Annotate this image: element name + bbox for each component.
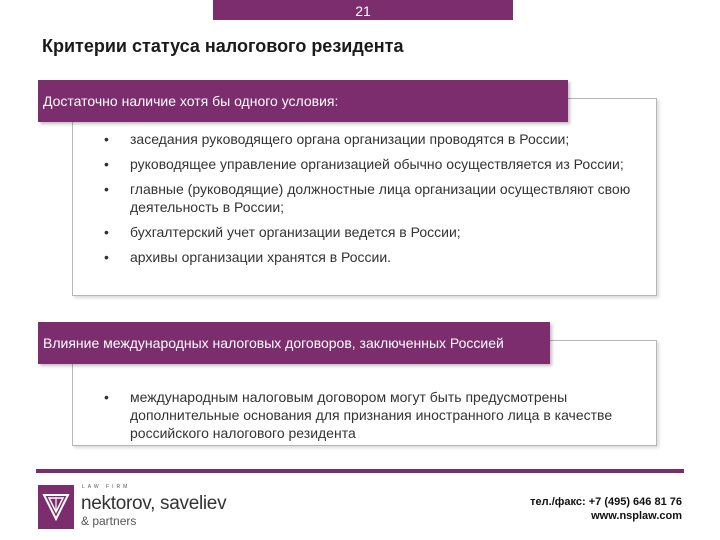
bullet-icon: • — [104, 156, 109, 172]
treaty-header — [38, 322, 550, 364]
footer-divider — [36, 469, 684, 473]
list-item-text: заседания руководящего органа организации проводятся в России; — [130, 131, 570, 147]
bullet-icon: • — [104, 389, 109, 405]
criteria-header-text: Достаточно наличие хотя бы одного условия: — [43, 93, 339, 109]
slide-title: Критерии статуса налогового резидента — [42, 36, 404, 56]
bullet-icon: • — [104, 131, 109, 147]
list-item-text: руководящее управление организацией обычно осуществляется из России; — [130, 156, 624, 172]
list-item — [104, 388, 634, 442]
phone-fax: тел./факс: +7 (495) 646 81 76 — [530, 496, 682, 508]
bullet-icon: • — [104, 181, 109, 197]
page-number: 21 — [213, 0, 513, 20]
list-item-text: международным налоговым договором могут быть предусмотрены дополнительные основания для признания иностранного лица в качестве российского налогового резидента — [130, 389, 613, 441]
bullet-icon: • — [104, 224, 109, 240]
list-item — [104, 223, 652, 241]
list-item — [104, 248, 652, 266]
list-item-text: главные (руководящие) должностные лица организации осуществляют свою деятельность в России; — [130, 181, 631, 215]
criteria-list — [104, 130, 652, 266]
list-item — [104, 155, 652, 173]
treaty-header-text: Влияние международных налоговых договоров, заключенных Россией — [43, 335, 504, 351]
list-item — [104, 130, 652, 148]
list-item — [104, 180, 652, 216]
treaty-list — [104, 388, 634, 442]
criteria-header — [38, 80, 568, 122]
list-item-text: архивы организации хранятся в России. — [130, 249, 392, 265]
list-item-text: бухгалтерский учет организации ведется в России; — [130, 224, 461, 240]
logo-subname: & partners — [81, 514, 137, 528]
bullet-icon: • — [104, 249, 109, 265]
logo-tagline: LAW FIRM — [82, 484, 131, 490]
logo-name: nektorov, saveliev — [81, 493, 227, 514]
contact-info — [530, 495, 682, 523]
website-link[interactable]: www.nsplaw.com — [591, 510, 682, 522]
firm-logo-icon — [38, 485, 74, 529]
